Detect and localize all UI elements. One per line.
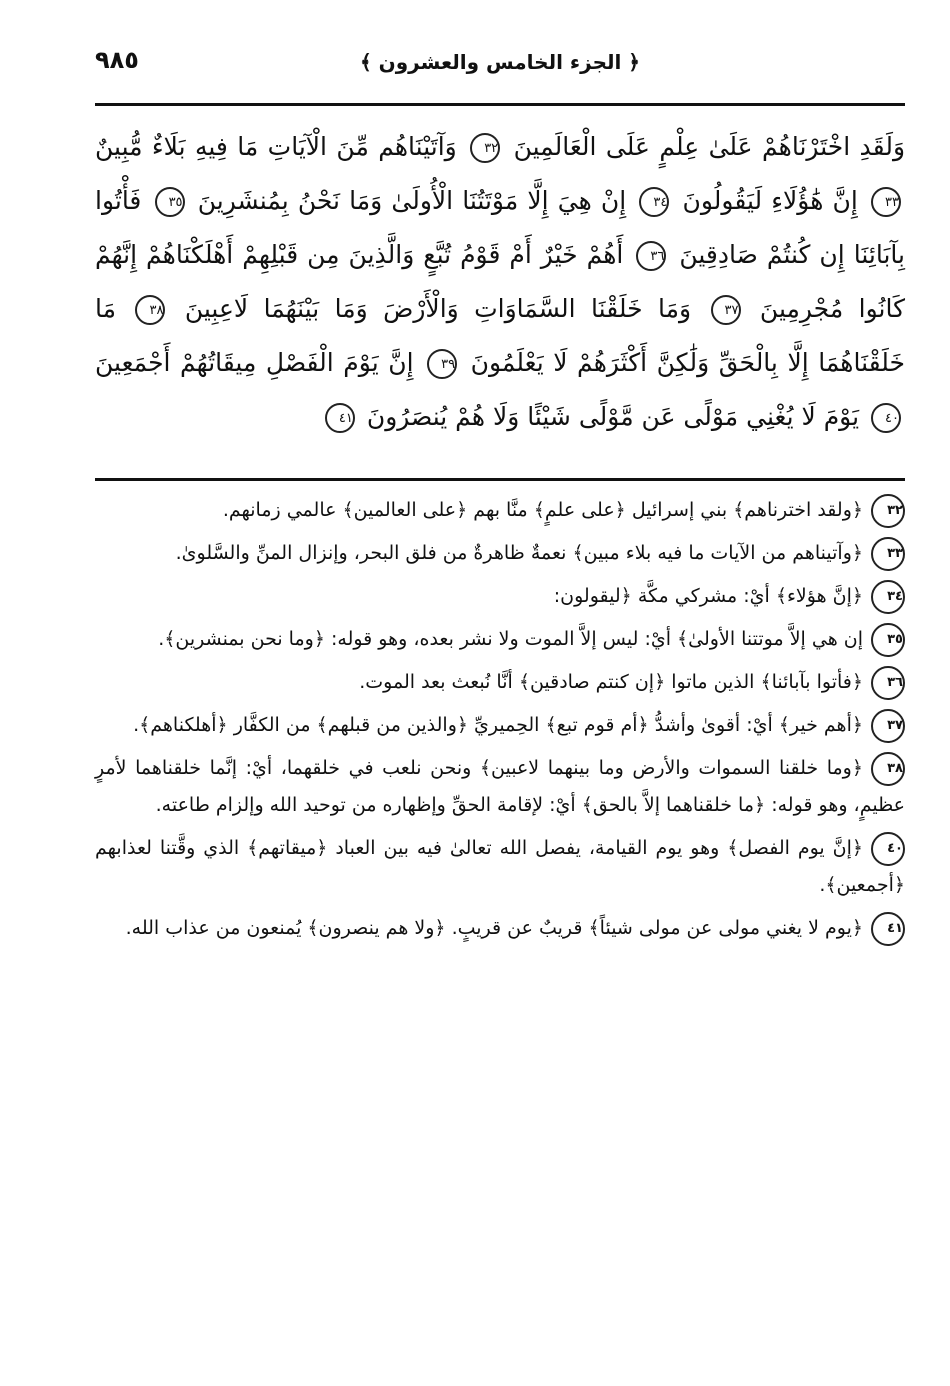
note-text: ﴿أهم خير﴾ أيْ: أقوىٰ وأشدُّ ﴿أم قوم تبع﴾ الحِميريِّ ﴿والذين من قبلهم﴾ من الكفَّار ﴿أهلكناهم﴾. xyxy=(133,714,863,736)
commentary-note xyxy=(95,750,905,824)
commentary-note xyxy=(95,664,905,701)
commentary-note xyxy=(95,621,905,658)
ayah-text: إِنَّ هَٰؤُلَاءِ لَيَقُولُونَ xyxy=(682,186,858,215)
commentary-block xyxy=(95,492,905,1356)
commentary-note xyxy=(95,830,905,904)
ayah-number: ٣٧ xyxy=(711,295,741,325)
ayah-text: إِنْ هِيَ إِلَّا مَوْتَتُنَا الْأُولَىٰ وَمَا نَحْنُ بِمُنشَرِينَ xyxy=(197,186,627,215)
commentary-note xyxy=(95,492,905,529)
note-text: ﴿إنَّ يوم الفصل﴾ وهو يوم القيامة، يفصل الله تعالىٰ فيه بين العباد ﴿ميقاتهم﴾ الذي وقَّتنا لعذابهم ﴿أجمعين﴾. xyxy=(95,837,905,896)
ayah-number: ٣٤ xyxy=(639,187,669,217)
ayah-number: ٣٣ xyxy=(871,187,901,217)
note-number: ٤١ xyxy=(871,912,905,946)
ayah-text: إِنَّ يَوْمَ الْفَصْلِ مِيقَاتُهُمْ أَجْمَعِينَ xyxy=(95,348,414,377)
note-text: ﴿فأتوا بآبائنا﴾ الذين ماتوا ﴿إن كنتم صادقين﴾ أنَّا نُبعث بعد الموت. xyxy=(359,671,863,693)
note-number: ٤٠ xyxy=(871,832,905,866)
ayah-text: فَأْتُوا بِآبَائِنَا إِن كُنتُمْ صَادِقِينَ xyxy=(95,186,905,269)
ayah-text: وَآتَيْنَاهُم مِّنَ الْآيَاتِ مَا فِيهِ بَلَاءٌ مُّبِينٌ xyxy=(95,132,457,161)
quran-text-block xyxy=(95,120,905,470)
note-text: ﴿وآتيناهم من الآيات ما فيه بلاء مبين﴾ نعمةٌ ظاهرةٌ من فلق البحر، وإنزال المنِّ والسَّلوىٰ. xyxy=(175,542,863,564)
commentary-note xyxy=(95,707,905,744)
commentary-note xyxy=(95,535,905,572)
ayah-number: ٣٨ xyxy=(135,295,165,325)
ayah-number: ٣٩ xyxy=(427,349,457,379)
commentary-note xyxy=(95,910,905,947)
page-number: ٩٨٥ xyxy=(95,46,139,74)
note-number: ٣٤ xyxy=(871,580,905,614)
note-number: ٣٦ xyxy=(871,666,905,700)
ayah-number: ٤٠ xyxy=(871,403,901,433)
ayah-text: أَهُمْ خَيْرٌ أَمْ قَوْمُ تُبَّعٍ وَالَّذِينَ مِن قَبْلِهِمْ أَهْلَكْنَاهُمْ إِنَّهُمْ كَانُوا مُجْرِمِينَ xyxy=(95,240,905,323)
note-number: ٣٥ xyxy=(871,623,905,657)
commentary-divider xyxy=(95,478,905,481)
ayah-number: ٤١ xyxy=(325,403,355,433)
page-header xyxy=(95,40,905,90)
note-text: إن هي إلاَّ موتتنا الأولىٰ﴾ أيْ: ليس إلاَّ الموت ولا نشر بعده، وهو قوله: ﴿وما نحن بمنشرين﴾. xyxy=(158,628,863,650)
ayah-text: مَا خَلَقْنَاهُمَا إِلَّا بِالْحَقِّ وَلَٰكِنَّ أَكْثَرَهُمْ لَا يَعْلَمُونَ xyxy=(95,294,905,377)
ayah-number: ٣٥ xyxy=(155,187,185,217)
note-number: ٣٧ xyxy=(871,709,905,743)
commentary-note xyxy=(95,578,905,615)
note-number: ٣٨ xyxy=(871,752,905,786)
ayah-text: وَلَقَدِ اخْتَرْنَاهُمْ عَلَىٰ عِلْمٍ عَلَى الْعَالَمِينَ xyxy=(513,132,906,161)
note-text: ﴿وما خلقنا السموات والأرض وما بينهما لاعبين﴾ ونحن نلعب في خلقهما، أيْ: إنَّما خلقناهما لأمرٍ عظيمٍ، وهو قوله: ﴿ما خلقناهما إلاَّ بالحق﴾ أيْ: لإقامة الحقِّ وإظهاره من توحيد الله وإلزام طاعته. xyxy=(95,757,905,816)
ayah-number: ٣٢ xyxy=(470,133,500,163)
note-number: ٣٣ xyxy=(871,537,905,571)
header-divider xyxy=(95,103,905,106)
ayah-text: وَمَا خَلَقْنَا السَّمَاوَاتِ وَالْأَرْضَ وَمَا بَيْنَهُمَا لَاعِبِينَ xyxy=(184,294,692,323)
note-number: ٣٢ xyxy=(871,494,905,528)
note-text: ﴿يوم لا يغني مولى عن مولى شيئاً﴾ قريبٌ عن قريبٍ. ﴿ولا هم ينصرون﴾ يُمنعون من عذاب الله. xyxy=(125,917,863,939)
ayah-text: يَوْمَ لَا يُغْنِي مَوْلًى عَن مَّوْلًى شَيْئًا وَلَا هُمْ يُنصَرُونَ xyxy=(366,402,860,431)
ayah-number: ٣٦ xyxy=(636,241,666,271)
note-text: ﴿إنَّ هؤلاء﴾ أيْ: مشركي مكَّة ﴿ليقولون: xyxy=(553,585,863,607)
note-text: ﴿ولقد اخترناهم﴾ بني إسرائيل ﴿على علمٍ﴾ منَّا بهم ﴿على العالمين﴾ عالمي زمانهم. xyxy=(222,499,863,521)
part-title: ﴿ الجزء الخامس والعشرون ﴾ xyxy=(359,50,641,74)
